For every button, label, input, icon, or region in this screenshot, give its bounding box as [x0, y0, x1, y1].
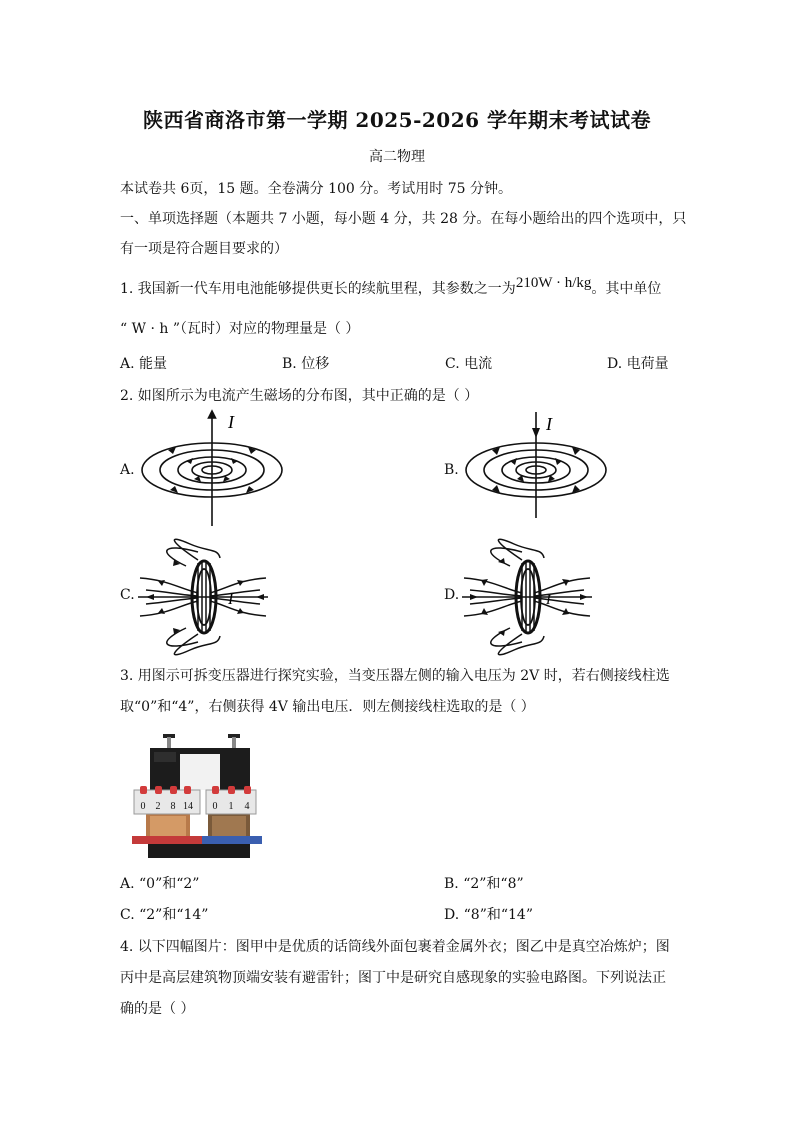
page-subtitle: 高二物理 [369, 149, 425, 165]
section-heading-line1: 一、单项选择题（本题共 7 小题，每小题 4 分，共 28 分。在每小题给出的四个选项中，只 [120, 211, 687, 227]
q1-option-d[interactable]: D. 电荷量 [607, 356, 669, 372]
q2-stem: 2. 如图所示为电流产生磁场的分布图，其中正确的是（ ） [120, 388, 479, 404]
q2-current-label-d: I [546, 593, 551, 608]
q2-current-label-b: I [546, 414, 552, 434]
q2-figure-b [462, 408, 612, 528]
q1-text-a: 1. 我国新一代车用电池能够提供更长的续航里程，其参数之一为 [120, 281, 516, 297]
q2-label-c[interactable]: C. [120, 587, 135, 603]
terminal-left-0: 0 [140, 801, 146, 812]
q3-line2: 取“0”和“4”，右侧获得 4V 输出电压．则左侧接线柱选取的是（ ） [120, 699, 535, 715]
q1-line2: “ W · h ”（瓦时）对应的物理量是（ ） [120, 321, 360, 337]
page-title: 陕西省商洛市第一学期 2025-2026 学年期末考试试卷 [142, 108, 652, 132]
terminal-right-2: 4 [244, 801, 250, 812]
q1-option-c[interactable]: C. 电流 [445, 356, 493, 372]
q1-text-b: 。其中单位 [591, 281, 662, 297]
q1-option-b[interactable]: B. 位移 [282, 356, 330, 372]
section-heading-line2: 有一项是符合题目要求的） [120, 241, 288, 257]
q3-transformer-figure [126, 728, 262, 860]
q2-current-label-c: I [228, 591, 234, 608]
q1-option-a[interactable]: A. 能量 [120, 356, 168, 372]
q1-line1 [120, 275, 662, 298]
q2-label-d[interactable]: D. [444, 587, 460, 603]
q3-option-a[interactable]: A. “0”和“2” [120, 876, 200, 892]
q2-label-a[interactable]: A. [120, 462, 135, 478]
terminal-left-1: 2 [155, 801, 161, 812]
terminal-left-2: 8 [170, 801, 176, 812]
q3-option-b[interactable]: B. “2”和“8” [444, 876, 524, 892]
q2-label-b[interactable]: B. [444, 462, 459, 478]
exam-info: 本试卷共 6页，15 题。全卷满分 100 分。考试用时 75 分钟。 [120, 181, 512, 197]
q3-option-d[interactable]: D. “8”和“14” [444, 907, 533, 923]
q3-line1: 3. 用图示可拆变压器进行探究实验，当变压器左侧的输入电压为 2V 时，若右侧接线柱选 [120, 668, 670, 684]
q1-unit: 210W · h/kg [515, 275, 592, 291]
q4-line1: 4. 以下四幅图片：图甲中是优质的话筒线外面包裹着金属外衣；图乙中是真空冶炼炉；图 [120, 939, 670, 955]
q4-line2: 丙中是高层建筑物顶端安装有避雷针；图丁中是研究自感现象的实验电路图。下列说法正 [120, 970, 666, 986]
q2-figure-c [138, 538, 268, 656]
terminal-left-3: 14 [183, 801, 193, 812]
terminal-right-1: 1 [228, 801, 234, 812]
q2-figure-d [462, 538, 592, 656]
q2-current-label-a: I [228, 412, 234, 432]
terminal-right-0: 0 [212, 801, 218, 812]
q3-option-c[interactable]: C. “2”和“14” [120, 907, 209, 923]
q2-figure-a [138, 408, 288, 528]
q4-line3: 确的是（ ） [120, 1001, 195, 1017]
